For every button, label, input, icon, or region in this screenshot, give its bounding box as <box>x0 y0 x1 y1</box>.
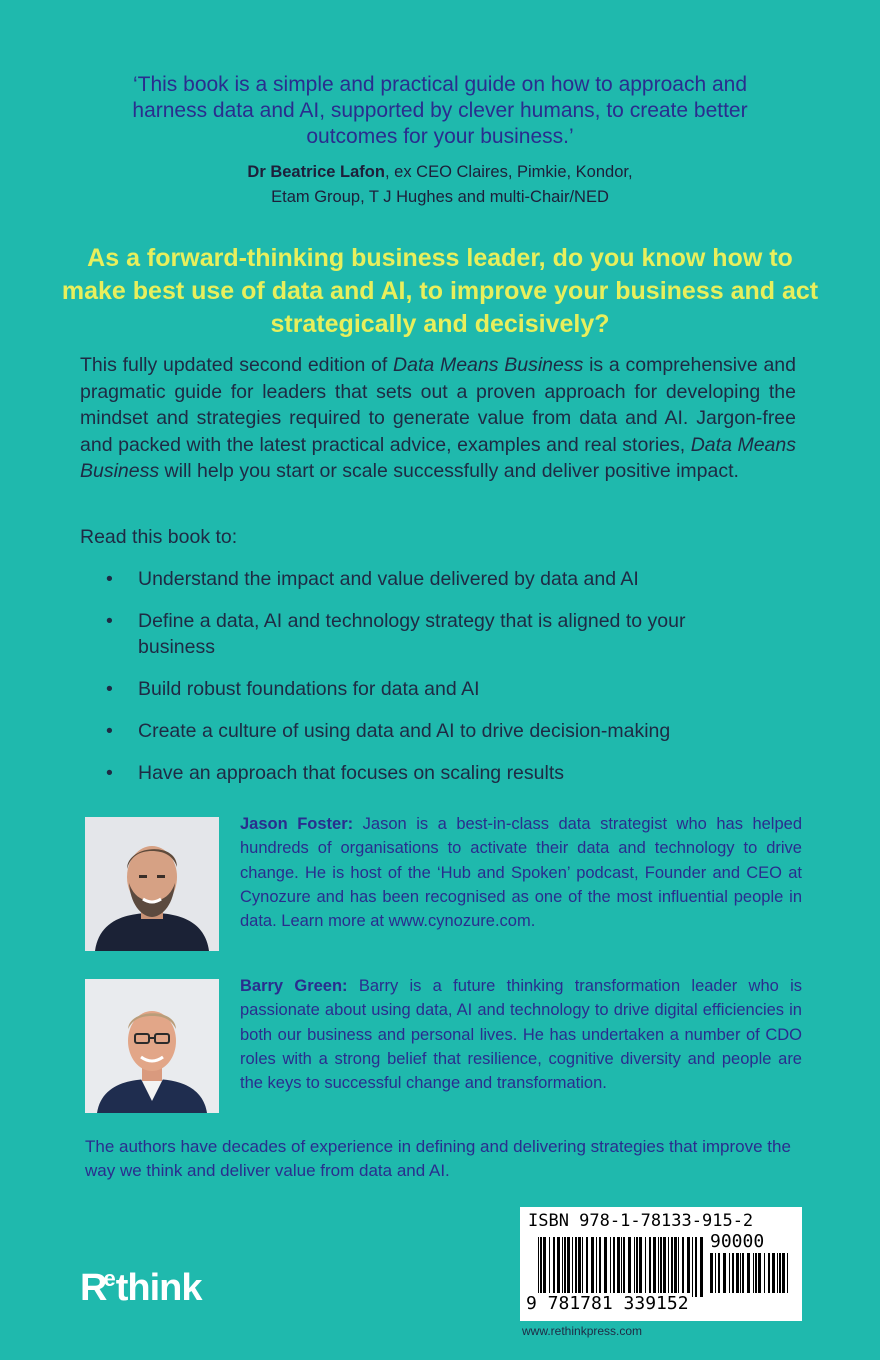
list-item <box>106 566 806 592</box>
list-item-label: Understand the impact and value delivered by data and AI <box>138 568 639 590</box>
logo-rest: think <box>115 1267 202 1309</box>
isbn-number: ISBN 978-1-78133-915-2 <box>528 1211 754 1231</box>
price-barcode-bars <box>710 1253 790 1293</box>
list-item <box>106 718 806 744</box>
description <box>80 352 796 485</box>
publisher-logo <box>80 1266 201 1310</box>
description-part2: is a comprehensive and pragmatic guide for leaders that sets out a proven approach for developing the mindset and strategies required to generate value from data and AI. Jargon-free and packed with the latest practical advice, examples and real stories, <box>80 354 796 456</box>
bullet-icon: • <box>106 720 113 742</box>
endorsement-quote: ‘This book is a simple and practical guide on how to approach and harness data and AI, supported by clever humans, to create better outcomes for your business.’ <box>132 73 748 148</box>
endorser-role-line1: , ex CEO Claires, Pimkie, Kondor, <box>384 163 633 181</box>
author-photo-barry <box>85 979 219 1113</box>
bullet-icon: • <box>106 568 113 590</box>
logo-e: e <box>103 1266 115 1291</box>
author-bio-text: Barry is a future thinking transformation leader who is passionate about using data, AI and technology to drive digital efficiencies in both our business and personal lives. He has undertaken a number of CDO roles with a strong belief that resilience, cognitive diversity and people are the keys to successful change and transformation. <box>240 977 802 1093</box>
ean-number: 9 781781 339152 <box>526 1293 689 1314</box>
price-code: 90000 <box>710 1231 765 1252</box>
read-intro: Read this book to: <box>80 526 238 548</box>
headline: As a forward-thinking business leader, do you know how to make best use of data and AI, to improve your business and act strategically and decisively? <box>61 244 819 338</box>
author-bio-barry <box>240 974 802 1095</box>
barcode-bars <box>538 1237 704 1297</box>
list-item-label: Define a data, AI and technology strategy that is aligned to your business <box>138 610 686 658</box>
endorsement-attribution <box>120 160 760 210</box>
list-item <box>106 676 806 702</box>
benefit-list <box>106 566 806 802</box>
bullet-icon: • <box>106 762 113 784</box>
bullet-icon: • <box>106 610 113 632</box>
author-bio-jason <box>240 812 802 933</box>
list-item-label: Have an approach that focuses on scaling results <box>138 762 565 784</box>
description-part1: This fully updated second edition of <box>80 354 394 376</box>
book-title: Data Means Business <box>80 433 796 482</box>
book-title: Data Means Business <box>393 354 584 376</box>
author-photo-jason <box>85 817 219 951</box>
publisher-website: www.rethinkpress.com <box>522 1324 643 1338</box>
closing-statement: The authors have decades of experience in defining and delivering strategies that improve the way we think and deliver value from data and AI. <box>85 1137 791 1180</box>
list-item-label: Build robust foundations for data and AI <box>138 678 480 700</box>
logo-r: R <box>80 1267 107 1309</box>
author-name: Jason Foster: <box>240 815 354 833</box>
author-bio-text: Jason is a best-in-class data strategist who has helped hundreds of organisations to activate their data and technology to drive change. He is host of the ‘Hub and Spoken’ podcast, Founder and CEO at Cynozure and has been recognised as one of the most influential people in data. Learn more at www.cynozure.com. <box>240 815 803 931</box>
isbn-barcode <box>520 1207 802 1321</box>
endorser-name: Dr Beatrice Lafon <box>247 163 385 181</box>
author-name: Barry Green: <box>240 977 348 995</box>
list-item <box>106 760 806 786</box>
list-item <box>106 608 806 660</box>
endorser-role-line2: Etam Group, T J Hughes and multi-Chair/NED <box>271 188 609 206</box>
description-part3: will help you start or scale successfully and deliver positive impact. <box>159 460 739 482</box>
bullet-icon: • <box>106 678 113 700</box>
list-item-label: Create a culture of using data and AI to drive decision-making <box>138 720 671 742</box>
